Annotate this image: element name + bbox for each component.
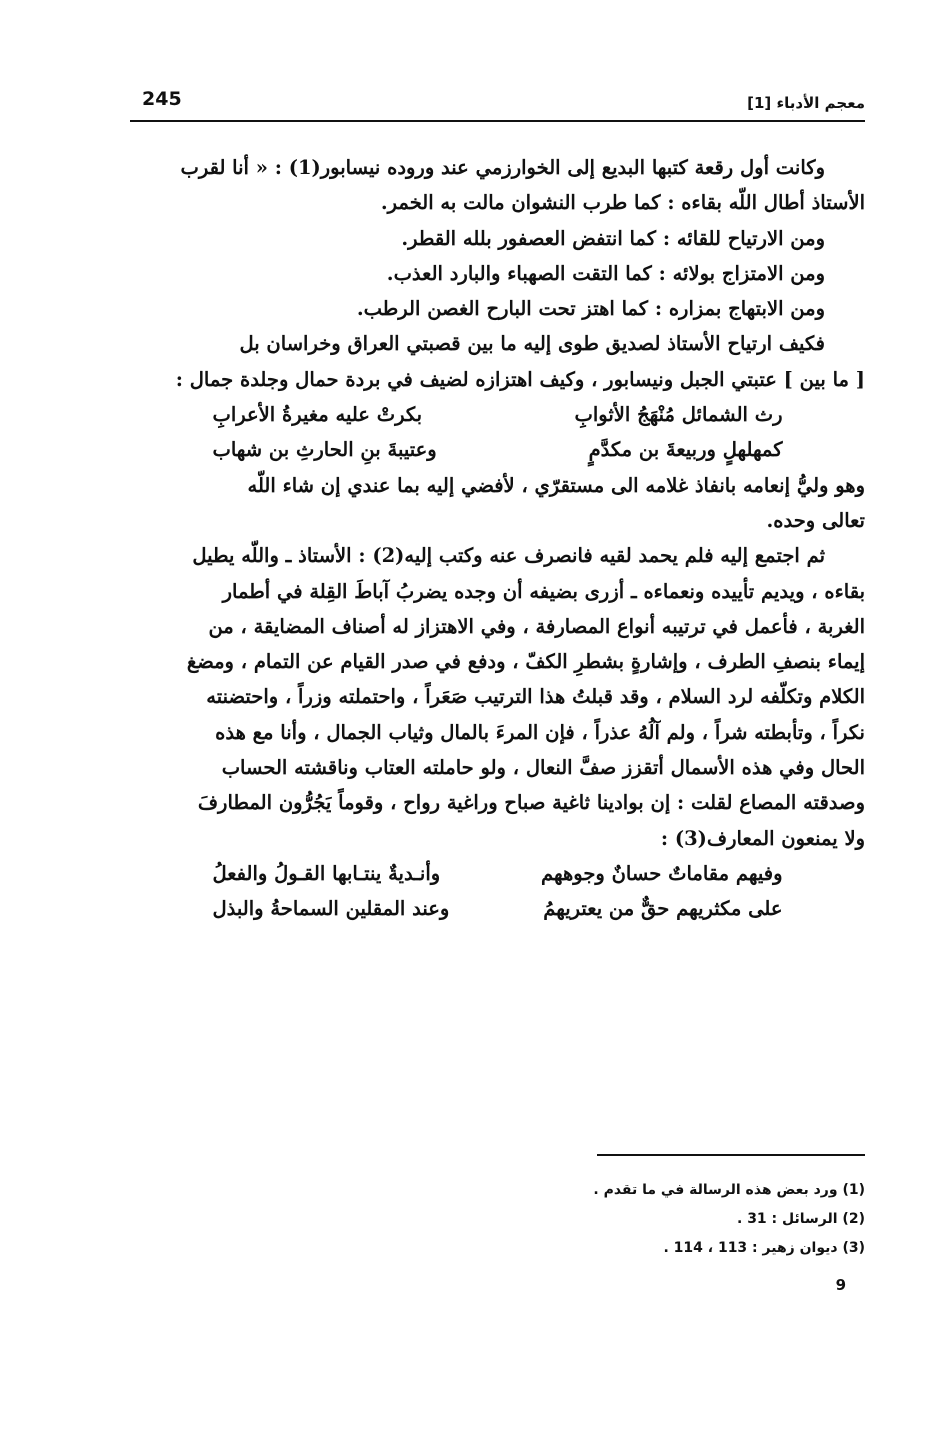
verse-line [213, 397, 783, 432]
signature-mark: 9 [835, 1276, 846, 1294]
footnote-1: (1) ورد بعض هذه الرسالة في ما تقدم . [593, 1182, 865, 1198]
verse-line [213, 891, 783, 926]
page-number: 245 [142, 88, 182, 110]
footnote-3: (3) ديوان زهير : 113 ، 114 . [663, 1240, 865, 1256]
paragraph-1-line-2: الأستاذ أطال اللّه بقاءه : كما طرب النشوان مالت به الخمر. [380, 191, 865, 215]
verse-hemistich-left: وعتيبةَ بنِ الحارثِ بن شهاب [212, 438, 437, 462]
paragraph-7-line-9: ولا يمنعون المعارف(3) : [660, 826, 865, 850]
verse-hemistich-right: رث الشمائل مُنْهَجُ الأثوابِ [574, 403, 783, 427]
verse-line [213, 432, 783, 467]
footnote-separator [597, 1154, 865, 1156]
paragraph-2: ومن الارتياح للقائه : كما انتفض العصفور بلله القطر. [401, 226, 825, 250]
page-header [130, 82, 865, 122]
paragraph-7-line-1: ثم اجتمع إليه فلم يحمد لقيه فانصرف عنه وكتب إليه(2) : الأستاذ ـ واللّه يطيل [192, 544, 825, 568]
verse-hemistich-left: بكرتْ عليه مغيرةُ الأعرابِ [212, 403, 423, 427]
verse-hemistich-right: على مكثريهم حقٌّ من يعتريهمُ [543, 897, 783, 921]
paragraph-7-line-7: الحال وفي هذه الأسمال أتقزز صفَّ النعال ، ولو حاملته العتاب وناقشته الحساب [221, 756, 865, 780]
paragraph-6-line-1: وهو وليُّ إنعامه بانفاذ غلامه الى مستقرّي ، لأفضي إليه بما عندي إن شاء اللّه [247, 473, 865, 497]
paragraph-7-line-4: إيماء بنصفِ الطرف ، وإشارةٍ بشطرِ الكفّ ، ودفع في صدر القيام عن التمام ، ومضغ [186, 650, 865, 674]
verse-hemistich-right: كمهلهلٍ وربيعةَ بن مكدَّمٍ [588, 438, 783, 462]
paragraph-7-line-6: نكراً ، وتأبطته شراً ، ولم آلُهُ عذراً ، فإن المرءَ بالمال وثياب الجمال ، وأنا مع هذه [215, 720, 865, 744]
paragraph-4: ومن الابتهاج بمزاره : كما اهتز تحت البارح الغصن الرطب. [356, 297, 825, 321]
paragraph-5-line-2: [ ما بين ] عتبتي الجبل ونيسابور ، وكيف اهتزازه لضيف في بردة حمال وجلدة جمال : [175, 367, 865, 391]
verse-hemistich-left: وعند المقلين السماحةُ والبذل [212, 897, 450, 921]
footnote-2: (2) الرسائل : 31 . [736, 1211, 865, 1227]
paragraph-7-line-8: وصدقته المصاع لقلت : إن بوادينا ثاغية صباح وراغية رواح ، وقوماً يَجُرُّون المطارفَ [197, 791, 865, 815]
paragraph-1-line-1: وكانت أول رقعة كتبها البديع إلى الخوارزمي عند وروده نيسابور(1) : « أنا لقرب [180, 156, 825, 179]
paragraph-7-line-5: الكلام وتكلّفه لرد السلام ، وقد قبلتُ هذا الترتيب صَعَراً ، واحتملته وزراً ، واحتضنته [206, 685, 865, 709]
paragraph-5-line-1: فكيف ارتياح الأستاذ لصديق طوى إليه ما بين قصبتي العراق وخراسان بل [239, 332, 825, 356]
paragraph-3: ومن الامتزاج بولائه : كما التقت الصهباء والبارد العذب. [386, 261, 825, 285]
paragraph-7-line-3: الغربة ، فأعمل في ترتيبه أنواع المصارفة ، وفي الاهتزاز له أصناف المضايقة ، من [208, 614, 865, 638]
paragraph-7-line-2: بقاءه ، ويديم تأييده ونعماءه ـ أزرى بضيفه أن وجده يضربُ آباطَ القِلة في أطمار [222, 579, 865, 603]
verse-line [213, 856, 783, 891]
footnotes [500, 1176, 865, 1263]
running-title: معجم الأدباء [1] [747, 94, 865, 112]
verse-hemistich-left: وأنـديةٌ ينتـابها القـولُ والفعلُ [212, 861, 441, 885]
paragraph-6-line-2: تعالى وحده. [766, 508, 865, 532]
main-text [130, 150, 865, 927]
verse-hemistich-right: وفيهم مقاماتٌ حسانٌ وجوههم [541, 861, 783, 885]
